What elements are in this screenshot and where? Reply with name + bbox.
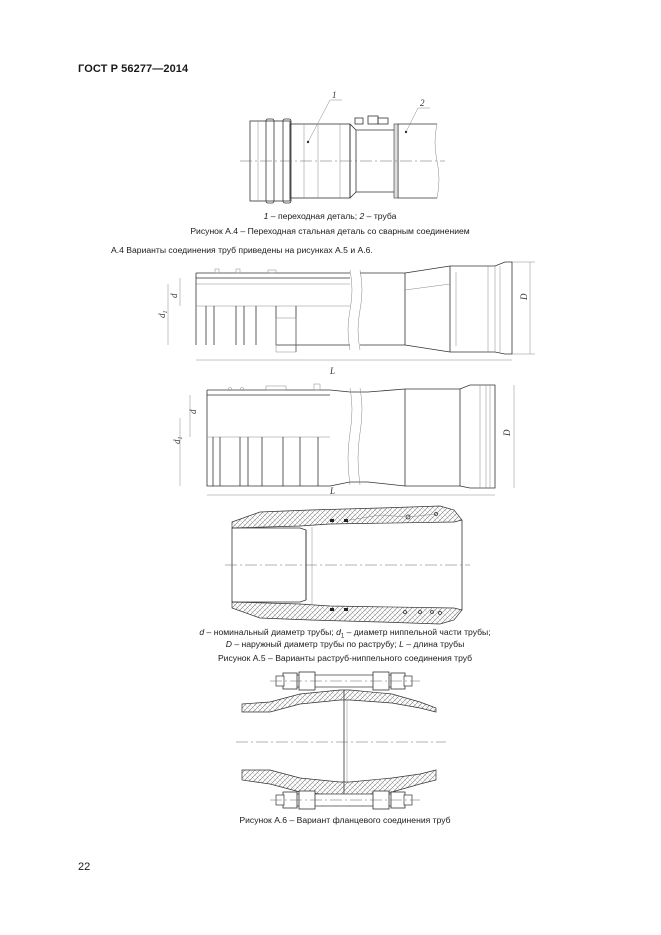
figure-a6-caption: Рисунок А.6 – Вариант фланцевого соединения труб bbox=[239, 815, 451, 825]
dim-D-top: D bbox=[519, 293, 529, 300]
dim-d1-mid: $d_1$ bbox=[172, 436, 184, 444]
dim-L-mid: L bbox=[330, 486, 336, 496]
dim-D-mid: D bbox=[502, 429, 512, 436]
document-header: ГОСТ Р 56277—2014 bbox=[78, 63, 189, 75]
figure-a5-pipe-top bbox=[168, 262, 535, 360]
figure-a4-legend: 1 – переходная деталь; 2 – труба bbox=[263, 211, 397, 221]
figure-a5-legend-line2: D – наружный диаметр трубы по раструбу; L – длина трубы bbox=[225, 639, 465, 649]
dim-d-mid: d bbox=[188, 409, 198, 414]
section-a4-text: А.4 Варианты соединения труб приведены на рисунках А.5 и А.6. bbox=[111, 245, 373, 255]
figure-a4-drawing bbox=[240, 100, 445, 203]
figure-a4-caption: Рисунок А.4 – Переходная стальная деталь со сварным соединением bbox=[190, 226, 470, 236]
page-number: 22 bbox=[78, 861, 91, 873]
figure-a5-pipe-middle bbox=[180, 384, 514, 495]
dim-d-top: d bbox=[169, 293, 179, 298]
dim-L-top: L bbox=[330, 366, 336, 376]
dim-d1-top: $d_1$ bbox=[157, 310, 169, 318]
figure-a6-drawing bbox=[236, 672, 446, 809]
leader-label-1: 1 bbox=[332, 90, 337, 100]
figure-a5-legend-line1: d – номинальный диаметр трубы; $d_1$ – диаметр ниппельной части трубы; bbox=[199, 627, 491, 640]
figure-a5-caption: Рисунок А.5 – Варианты раструб-ниппельного соединения труб bbox=[217, 653, 473, 663]
leader-label-2: 2 bbox=[420, 98, 425, 108]
figure-a5-section bbox=[225, 506, 470, 624]
